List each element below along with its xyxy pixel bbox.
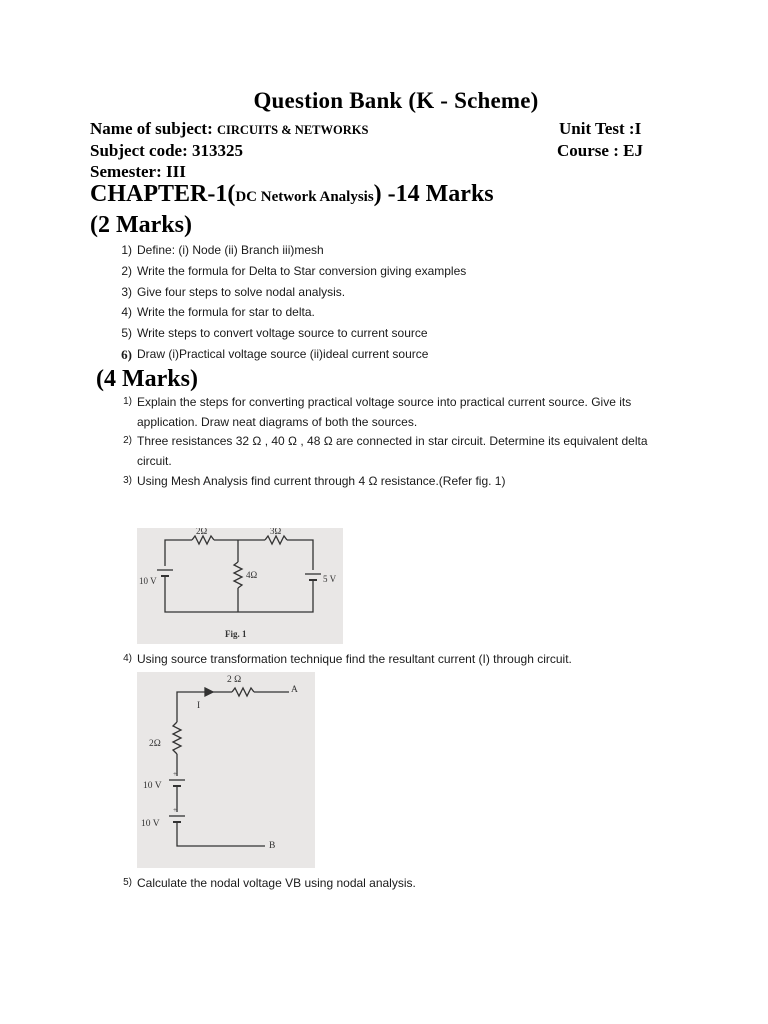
course: Course : EJ — [557, 141, 643, 160]
plus-sign: + — [173, 770, 177, 778]
current-arrow-icon — [205, 688, 213, 696]
chapter-suffix: ) -14 Marks — [373, 181, 494, 207]
wire — [165, 576, 313, 612]
question-number: 5) — [121, 326, 132, 340]
two-marks-heading: (2 Marks) — [90, 212, 192, 238]
question-text: Define: (i) Node (ii) Branch iii)mesh — [137, 243, 324, 257]
wire — [287, 540, 313, 570]
plus-sign: + — [173, 806, 177, 814]
label-10v-1: 10 V — [143, 781, 162, 791]
question-number: 2) — [123, 435, 132, 446]
label-10v: 10 V — [139, 576, 157, 586]
figure-1-circuit — [137, 528, 343, 644]
question-number: 4) — [123, 653, 132, 664]
node-b-label: B — [269, 841, 276, 851]
list-item — [121, 326, 428, 340]
question-number: 3) — [121, 285, 132, 299]
label-4ohm: 4Ω — [246, 570, 258, 580]
page-title: Question Bank (K - Scheme) — [253, 88, 539, 113]
question-text: Write the formula for star to delta. — [137, 305, 315, 319]
list-item — [121, 347, 429, 362]
question-text-line: circuit. — [137, 454, 172, 468]
list-item — [121, 305, 315, 319]
list-item — [123, 431, 697, 471]
chapter-name: DC Network Analysis — [235, 189, 374, 205]
question-text: Give four steps to solve nodal analysis. — [137, 285, 346, 299]
list-item — [121, 243, 324, 257]
question-number: 3) — [123, 475, 132, 486]
question-number: 1) — [121, 243, 132, 257]
question-number: 5) — [123, 877, 132, 888]
figure-1-caption: Fig. 1 — [225, 629, 247, 639]
list-item — [121, 285, 346, 299]
question-text-line: Using source transformation technique find the resultant current (I) through circuit. — [137, 652, 572, 666]
label-2ohm: 2Ω — [196, 528, 208, 536]
list-item — [123, 471, 697, 491]
label-top-2ohm: 2 Ω — [227, 675, 242, 685]
figure-2-circuit — [137, 672, 315, 868]
question-text-line: Three resistances 32 Ω , 40 Ω , 48 Ω are connected in star circuit. Determine its equivalent delta — [137, 434, 648, 448]
question-text: Write steps to convert voltage source to current source — [137, 326, 428, 340]
resistor-3ohm — [265, 536, 287, 544]
subject-value: CIRCUITS & NETWORKS — [217, 123, 369, 137]
subject-label: Name of subject: — [90, 119, 213, 138]
question-number: 2) — [121, 264, 132, 278]
question-number: 1) — [123, 396, 132, 407]
semester: Semester: III — [90, 162, 186, 181]
list-item — [123, 649, 697, 669]
question-text-line: Calculate the nodal voltage VB using nodal analysis. — [137, 876, 416, 890]
label-current: I — [197, 701, 201, 711]
question-text-line: application. Draw neat diagrams of both the sources. — [137, 415, 418, 429]
subject-name — [90, 119, 368, 139]
wire — [177, 822, 265, 846]
label-left-2ohm: 2Ω — [149, 739, 161, 749]
chapter-heading — [90, 181, 494, 208]
subject-code: Subject code: 313325 — [90, 141, 243, 160]
resistor-left — [173, 722, 181, 754]
question-number: 6) — [121, 347, 132, 362]
label-3ohm: 3Ω — [270, 528, 282, 536]
question-text: Write the formula for Delta to Star conversion giving examples — [137, 264, 467, 278]
label-5v: 5 V — [323, 574, 337, 584]
chapter-prefix: CHAPTER-1( — [90, 181, 236, 207]
list-item — [123, 392, 697, 432]
question-text: Draw (i)Practical voltage source (ii)ideal current source — [137, 347, 429, 361]
list-item — [121, 264, 467, 278]
resistor-4ohm — [234, 562, 242, 588]
resistor-top — [232, 688, 254, 696]
question-text-line: Explain the steps for converting practical voltage source into practical current source. Give its — [137, 395, 632, 409]
node-a-label: A — [291, 685, 298, 695]
question-text-line: Using Mesh Analysis find current through 4 Ω resistance.(Refer fig. 1) — [137, 474, 506, 488]
wire — [165, 540, 192, 566]
list-item — [123, 873, 697, 893]
unit-test: Unit Test :I — [559, 119, 642, 138]
question-number: 4) — [121, 305, 132, 319]
four-marks-heading: (4 Marks) — [96, 366, 198, 392]
resistor-2ohm — [192, 536, 214, 544]
label-10v-2: 10 V — [141, 819, 160, 829]
